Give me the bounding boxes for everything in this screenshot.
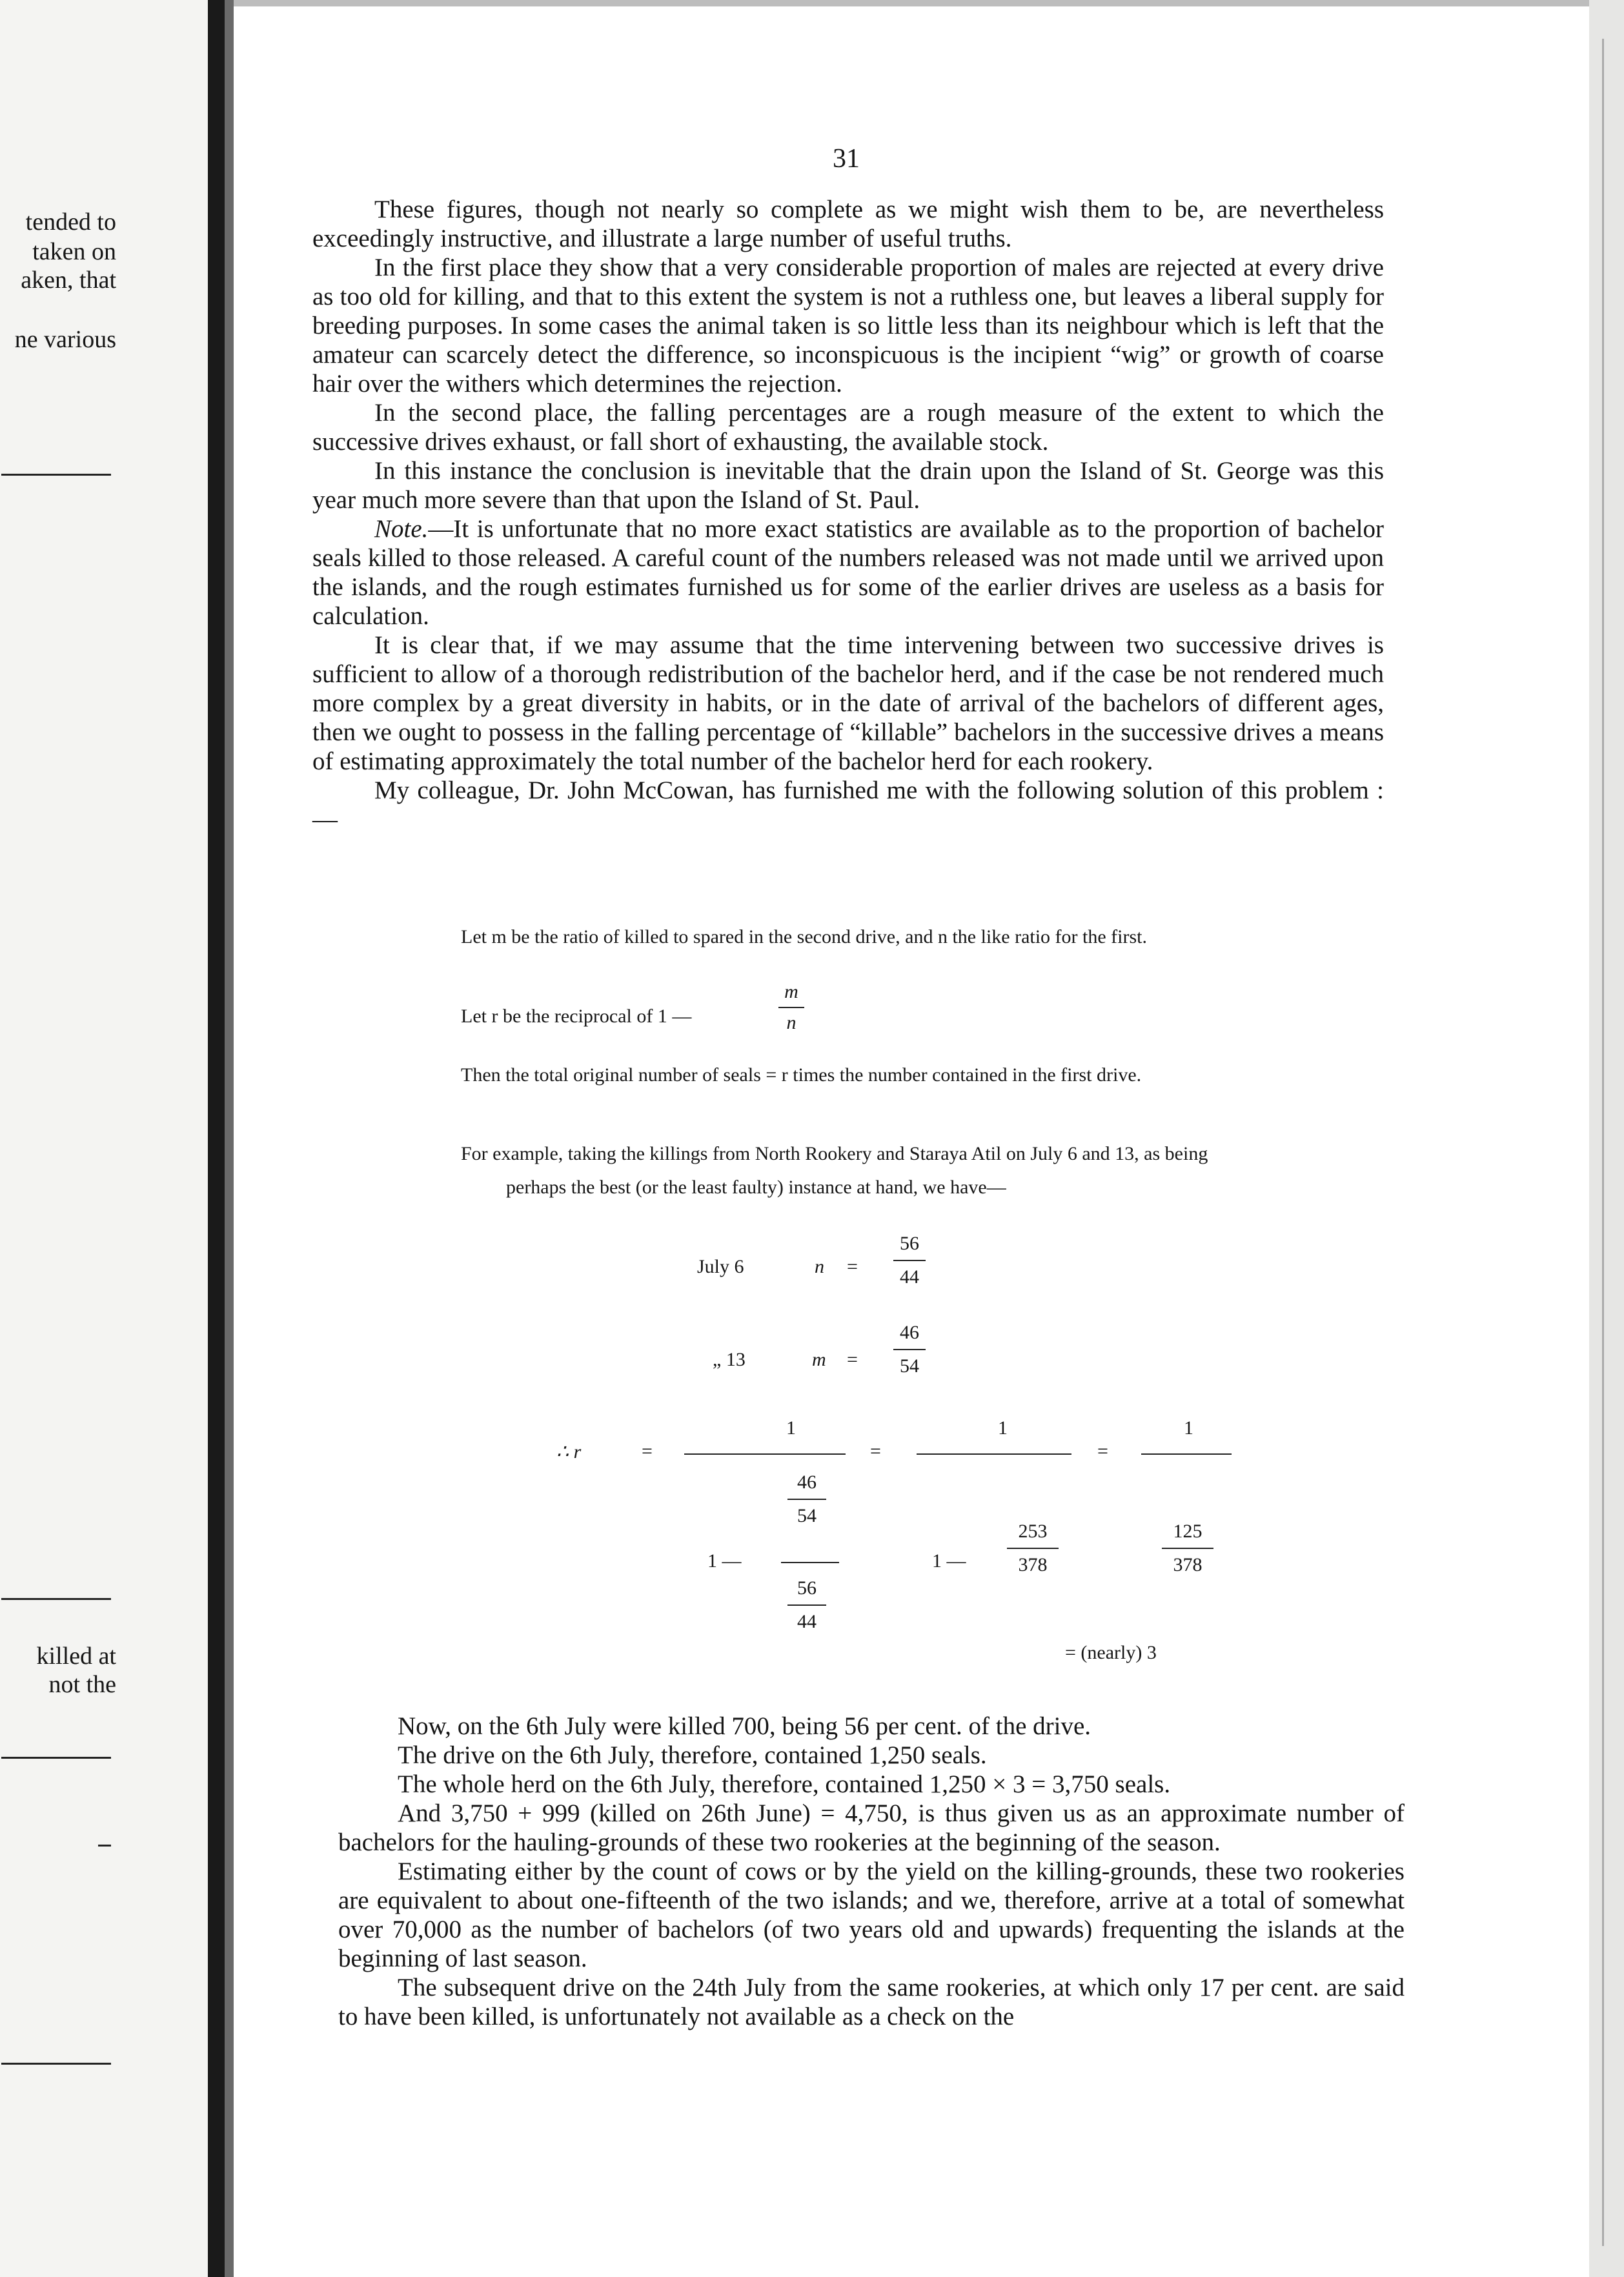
- adjacent-rule: [1, 2063, 111, 2065]
- paragraph: My colleague, Dr. John McCowan, has furnished me with the following solution of this problem :—: [312, 776, 1384, 833]
- eq-equals: =: [1097, 1441, 1108, 1462]
- adjacent-text: tended to: [25, 208, 116, 236]
- eq-equals: =: [642, 1441, 653, 1462]
- solution-line-4: For example, taking the killings from North Rookery and Staraya Atil on July 6 and 13, as being perhaps the best (or the least faulty) instance at hand, we have—: [461, 1143, 1208, 1198]
- eq-fraction-125-378: 125 378: [1162, 1521, 1213, 1576]
- paragraph: In the first place they show that a very considerable proportion of males are rejected at every drive as too old for killing, and that to this extent the system is not a ruthless one, but leaves a liberal supply for breeding purposes. In some cases the animal taken is so little less than its neighbour which is left that the amateur can scarcely detect the difference, so inconspicuous is the incipient “wig” or growth of coarse hair over the withers which determines the rejection.: [312, 254, 1384, 398]
- fraction-bar: [1141, 1453, 1232, 1455]
- eq-numerator-one: 1: [1184, 1417, 1193, 1439]
- adjacent-rule: [1, 474, 111, 476]
- paragraph: Now, on the 6th July were killed 700, being 56 per cent. of the drive.: [398, 1712, 1091, 1740]
- paragraph: The drive on the 6th July, therefore, contained 1,250 seals.: [398, 1741, 987, 1769]
- fraction-bar: [917, 1453, 1071, 1455]
- book-gutter: [208, 0, 225, 2277]
- main-fraction-bar: [684, 1453, 846, 1455]
- eq-equals: =: [847, 1256, 858, 1277]
- eq-july6-var: n: [815, 1256, 824, 1277]
- solution-line-2: Let r be the reciprocal of 1 —: [461, 1006, 692, 1027]
- eq-july13-label: „ 13: [713, 1349, 746, 1370]
- adjacent-text: killed at: [36, 1643, 116, 1670]
- complex-fraction-bar: [781, 1562, 839, 1563]
- eq-july13-fraction: 46 54: [893, 1322, 926, 1377]
- eq-therefore-r: ∴ r: [556, 1441, 582, 1462]
- eq-equals: =: [870, 1441, 881, 1462]
- adjacent-text: ne various: [14, 326, 116, 353]
- body-text-top: [312, 195, 1384, 834]
- eq-july6-label: July 6: [697, 1256, 744, 1277]
- adjacent-text: not the: [48, 1671, 116, 1698]
- adjacent-rule: [1, 1757, 111, 1759]
- body-text-bottom: [338, 1712, 1405, 2031]
- paragraph: The subsequent drive on the 24th July from the same rookeries, at which only 17 per cent. are said to have been killed, is unfortunately not available as a check on the: [338, 1974, 1405, 2030]
- book-gutter-shadow: [225, 0, 234, 2277]
- page-number: 31: [833, 144, 860, 174]
- eq-numerator-one: 1: [998, 1417, 1008, 1439]
- eq-one-minus: 1 —: [707, 1550, 742, 1572]
- eq-numerator-one: 1: [786, 1417, 796, 1439]
- eq-fraction-46-54: 46 54: [787, 1472, 826, 1527]
- adjacent-page: [0, 0, 208, 2277]
- eq-fraction-253-378: 253 378: [1007, 1521, 1059, 1576]
- fraction-m-over-n: m n: [778, 981, 804, 1034]
- adjacent-text: aken, that: [21, 267, 116, 294]
- paragraph: Estimating either by the count of cows or by the yield on the killing-grounds, these two rookeries are equivalent to about one-fifteenth of the two islands; and we, therefore, arrive at a total of somewhat over 70,000 as the number of bachelors (of two years old and upwards) frequenting the islands at the beginning of last season.: [338, 1857, 1405, 1972]
- note-label: Note.: [374, 515, 429, 543]
- eq-july13-var: m: [812, 1349, 826, 1370]
- eq-equals: =: [847, 1349, 858, 1370]
- solution-line-3: Then the total original number of seals = r times the number contained in the first drive.: [461, 1064, 1142, 1086]
- eq-result: = (nearly) 3: [1065, 1642, 1157, 1663]
- paragraph: And 3,750 + 999 (killed on 26th June) = 4,750, is thus given us as an approximate number of bachelors for the hauling-grounds of these two rookeries at the beginning of the season.: [338, 1799, 1405, 1856]
- note-text: —It is unfortunate that no more exact statistics are available as to the proportion of bachelor seals killed to those released. A careful count of the numbers released was not made until we arrived upon the islands, and the rough estimates furnished us for some of the earlier drives are useless as a basis for calculation.: [312, 515, 1384, 630]
- solution-line-1: Let m be the ratio of killed to spared in the second drive, and n the like ratio for the first.: [461, 926, 1148, 947]
- eq-july6-fraction: 56 44: [893, 1233, 926, 1288]
- adjacent-rule: [1, 1598, 111, 1600]
- page-top-edge: [234, 0, 1589, 6]
- page-right-edge: [1589, 0, 1624, 2277]
- paragraph: In this instance the conclusion is inevitable that the drain upon the Island of St. George was this year much more severe than that upon the Island of St. Paul.: [312, 457, 1384, 514]
- adjacent-text: taken on: [32, 238, 116, 265]
- paragraph: The whole herd on the 6th July, therefore, contained 1,250 × 3 = 3,750 seals.: [398, 1770, 1171, 1798]
- note-paragraph: [312, 514, 1384, 631]
- paragraph: It is clear that, if we may assume that the time intervening between two successive drives is sufficient to allow of a thorough redistribution of the bachelor herd, and if the case be not rendered much more complex by a great diversity in habits, or in the date of arrival of the bachelors of different ages, then we ought to possess in the falling percentage of “killable” bachelors in the successive drives a means of estimating approximately the total number of the bachelor herd for each rookery.: [312, 631, 1384, 775]
- eq-fraction-56-44: 56 44: [787, 1577, 826, 1633]
- paragraph: In the second place, the falling percentages are a rough measure of the extent to which the successive drives exhaust, or fall short of exhausting, the available stock.: [312, 399, 1384, 456]
- adjacent-rule: [98, 1845, 111, 1847]
- paragraph: These figures, though not nearly so complete as we might wish them to be, are nevertheless exceedingly instructive, and illustrate a large number of useful truths.: [312, 196, 1384, 252]
- eq-one-minus: 1 —: [932, 1550, 966, 1572]
